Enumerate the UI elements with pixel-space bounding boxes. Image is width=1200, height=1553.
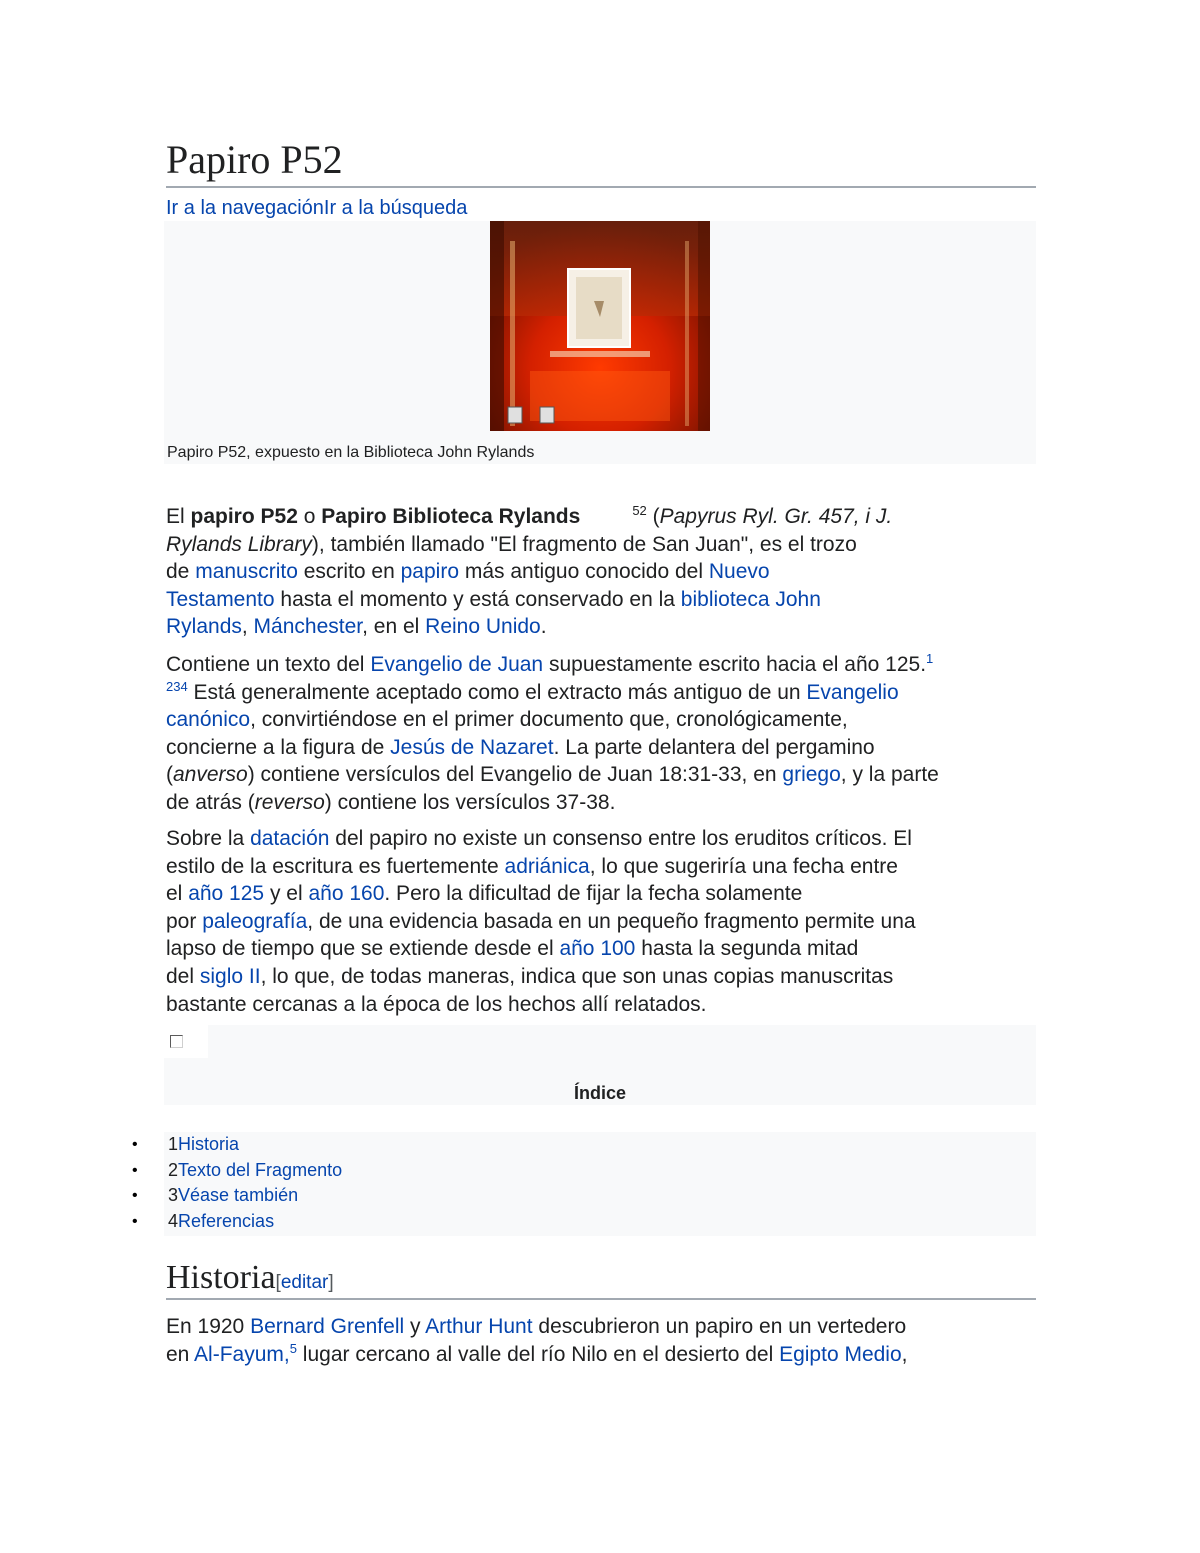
text-line: bastante cercanas a la época de los hechos allí relatados. (166, 992, 707, 1016)
text-line: en Al-Fayum,$^5$ lugar cercano al valle del río Nilo en el desierto del Egipto Medio, (166, 1340, 908, 1366)
toc-toggle[interactable] (164, 1025, 208, 1058)
link-biblioteca-john-rylands-2[interactable]: Rylands (166, 615, 242, 639)
text-line: (anverso) contiene versículos del Evangelio de Juan 18:31-33, en griego, y la parte (166, 763, 939, 787)
text-line: de manuscrito escrito en papiro más antiguo conocido del Nuevo (166, 560, 770, 584)
link-nuevo-testamento-2[interactable]: Testamento (166, 587, 275, 611)
link-ano-160[interactable]: año 160 (308, 882, 385, 906)
toc-item[interactable] (132, 1209, 1036, 1235)
text-line: por paleografía, de una evidencia basada en un pequeño fragmento permite una (166, 909, 916, 933)
jump-to-search-link[interactable]: Ir a la búsqueda (323, 197, 468, 219)
papyrus-display-photo[interactable] (490, 221, 710, 431)
text-line: $^{234}$ Está generalmente aceptado como el extracto más antiguo de un Evangelio (166, 678, 899, 704)
link-reino-unido[interactable]: Reino Unido (425, 615, 541, 639)
bullet-icon: • (132, 1161, 138, 1179)
link-evangelio-canonico[interactable]: Evangelio (806, 680, 899, 704)
text-line: estilo de la escritura es fuertemente adriánica, lo que sugeriría una fecha entre (166, 854, 898, 878)
toc-list (132, 1132, 1036, 1236)
text-line: Rylands, Mánchester, en el Reino Unido. (166, 615, 547, 639)
link-jesus-de-nazaret[interactable]: Jesús de Nazaret (390, 735, 554, 759)
intro-paragraph (166, 503, 1036, 641)
link-biblioteca-john-rylands[interactable]: biblioteca John (680, 587, 821, 611)
jump-to-navigation-link[interactable]: Ir a la navegación (166, 197, 324, 219)
toc-link-referencias[interactable]: Referencias (178, 1211, 275, 1232)
toc-link-historia[interactable]: Historia (178, 1134, 240, 1154)
link-manchester[interactable]: Mánchester (253, 615, 363, 639)
edit-section: [editar] (275, 1272, 334, 1293)
link-evangelio-de-juan[interactable]: Evangelio de Juan (370, 653, 544, 676)
text-line: canónico, convirtiéndose en el primer documento que, cronológicamente, (166, 708, 848, 732)
link-ano-100[interactable]: año 100 (559, 937, 636, 961)
text-line: concierne a la figura de Jesús de Nazaret. La parte delantera del pergamino (166, 735, 875, 759)
thumbnail-figure (164, 221, 1036, 464)
citation-sup[interactable]: 1 (926, 651, 934, 666)
page-title: Papiro P52 (166, 136, 1036, 188)
link-arthur-hunt[interactable]: Arthur Hunt (425, 1315, 533, 1338)
text-line: Contiene un texto del Evangelio de Juan supuestamente escrito hacia el año 125.$^1$ (166, 651, 934, 676)
bullet-icon: • (132, 1213, 138, 1231)
link-al-fayum[interactable]: Al-Fayum, (194, 1342, 290, 1366)
text-line: Sobre la datación del papiro no existe un consenso entre los eruditos críticos. El (166, 827, 912, 850)
link-bernard-grenfell[interactable]: Bernard Grenfell (250, 1315, 405, 1338)
toc-header (164, 1025, 1036, 1105)
toc-item-number: 2 (168, 1159, 179, 1180)
image-caption: Papiro P52, expuesto en la Biblioteca John Rylands (167, 444, 535, 461)
jump-links (166, 196, 467, 220)
toc-title: Índice (573, 1083, 626, 1103)
text-line: lapso de tiempo que se extiende desde el año 100 hasta la segunda mitad (166, 937, 859, 961)
bullet-icon: • (132, 1136, 138, 1153)
link-papiro[interactable]: papiro (400, 560, 460, 584)
text-line: Rylands Library), también llamado "El fragmento de San Juan", es el trozo (166, 532, 857, 556)
link-paleografia[interactable]: paleografía (202, 909, 308, 933)
toc-checkbox-icon[interactable] (170, 1035, 183, 1048)
link-griego[interactable]: griego (782, 763, 841, 787)
section-heading-historia: Historia[editar] (166, 1258, 1036, 1300)
citation-sup[interactable]: 5 (289, 1340, 297, 1356)
toc-item[interactable] (132, 1183, 1036, 1209)
citation-sup[interactable]: 234 (166, 678, 188, 694)
historia-paragraph (166, 1313, 1036, 1368)
text-line: del siglo II, lo que, de todas maneras, indica que son unas copias manuscritas (166, 964, 894, 988)
text-line: de atrás (reverso) contiene los versículos 37-38. (166, 790, 616, 814)
toc-link-texto-del-fragmento[interactable]: Texto del Fragmento (178, 1159, 343, 1180)
toc-link-vease-tambien[interactable]: Véase también (178, 1185, 299, 1206)
citation-sup: 52 (632, 503, 647, 518)
text-line: En 1920 Bernard Grenfell y Arthur Hunt descubrieron un papiro en un vertedero (166, 1315, 907, 1338)
text-line: Testamento hasta el momento y está conservado en la biblioteca John (166, 587, 821, 611)
toc-item-number: 4 (168, 1211, 179, 1232)
paragraph-content (166, 825, 1036, 1018)
link-adrianica[interactable]: adriánica (504, 854, 590, 878)
paragraph-content (166, 651, 1036, 817)
edit-section-link[interactable]: editar (280, 1272, 329, 1293)
toc-item-number: 1 (168, 1134, 179, 1154)
link-nuevo-testamento[interactable]: Nuevo (708, 560, 770, 584)
link-egipto-medio[interactable]: Egipto Medio (779, 1342, 902, 1366)
link-siglo-ii[interactable]: siglo II (199, 964, 261, 988)
toc-item[interactable] (132, 1158, 1036, 1184)
toc-item[interactable] (132, 1132, 1036, 1158)
text-line: El papiro P52 o Papiro Biblioteca Rylands $^{52}$ (Papyrus Ryl. Gr. 457, i J. (166, 503, 893, 528)
bullet-icon: • (132, 1187, 138, 1205)
link-ano-125[interactable]: año 125 (188, 882, 265, 906)
link-manuscrito[interactable]: manuscrito (195, 560, 298, 584)
toc-item-number: 3 (168, 1185, 179, 1206)
text-line: el año 125 y el año 160. Pero la dificultad de fijar la fecha solamente (166, 882, 803, 906)
link-evangelio-canonico-2[interactable]: canónico (166, 708, 251, 732)
link-datacion[interactable]: datación (250, 827, 330, 850)
